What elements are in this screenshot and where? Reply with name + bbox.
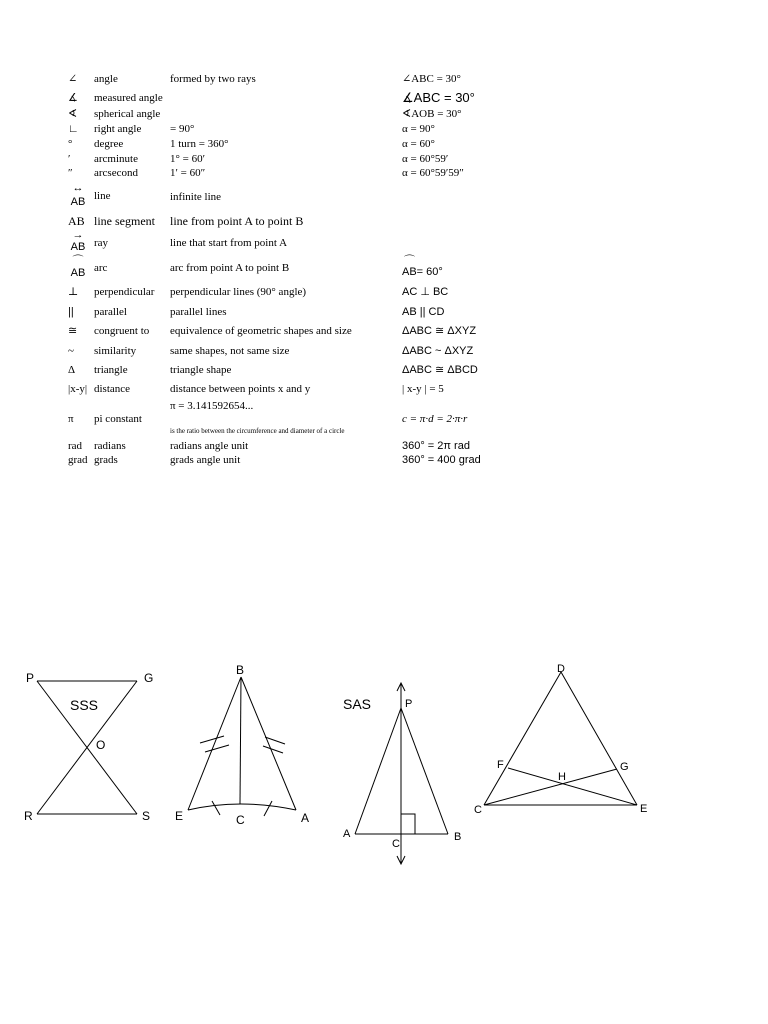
base-arc-eac [188, 804, 296, 810]
example-cell: α = 90° [402, 123, 435, 135]
name-cell: arcsecond [94, 167, 138, 179]
example-cell: ΔABC ≅ ΔXYZ [402, 325, 477, 337]
meaning-cell: perpendicular lines (90° angle) [170, 286, 307, 298]
symbol-cell: || [68, 306, 74, 318]
symbol-cell: AB [70, 267, 86, 279]
name-cell: grads [94, 454, 118, 466]
table-row [0, 183, 768, 211]
side-dc [484, 672, 561, 805]
table-row [0, 254, 768, 282]
name-cell: perpendicular [94, 286, 155, 298]
meaning-cell: 1° = 60′ [170, 153, 206, 165]
name-cell: spherical angle [94, 108, 161, 120]
example-cell: ∡ABC = 30° [402, 90, 475, 105]
point-label: O [96, 738, 106, 752]
name-cell: ray [94, 237, 109, 249]
side-ba [241, 677, 296, 810]
symbol-cell: ′ [68, 153, 71, 165]
symbol-cell: Δ [68, 364, 76, 376]
example-cell: ΔABC ≅ ΔBCD [402, 364, 478, 376]
point-label: D [557, 663, 565, 675]
double-arrow-icon: ↔ [72, 182, 84, 194]
side-pa [355, 708, 401, 834]
table-row [0, 305, 768, 319]
symbol-cell: AB [70, 241, 86, 253]
figure-title: SAS [343, 696, 372, 712]
name-cell: arcminute [94, 153, 138, 165]
meaning-cell: same shapes, not same size [170, 345, 290, 357]
table-row [0, 285, 768, 299]
arc-icon: ⌒ [404, 255, 415, 267]
meaning-cell: radians angle unit [170, 440, 249, 452]
pi-value: π = 3.141592654... [170, 400, 254, 412]
example-cell: AB= 60° [402, 266, 443, 278]
point-label: P [405, 698, 413, 710]
right-angle-mark [401, 814, 415, 834]
example-cell: c = π·d = 2·π·r [402, 413, 468, 425]
name-cell: congruent to [94, 325, 150, 337]
example-cell: ∢AOB = 30° [402, 108, 462, 120]
example-cell: 360° = 2π rad [402, 440, 470, 452]
name-cell: angle [94, 73, 118, 85]
name-cell: measured angle [94, 92, 163, 104]
tick-mark [212, 801, 220, 815]
point-label: E [640, 803, 648, 815]
symbol-cell: ∟ [68, 123, 79, 135]
name-cell: right angle [94, 123, 142, 135]
side-be [188, 677, 241, 810]
point-label: S [142, 809, 151, 823]
table-row [0, 363, 768, 377]
table-row [0, 399, 768, 437]
side-de [561, 672, 637, 805]
geometry-symbols-table [0, 0, 768, 480]
meaning-cell: line that start from point A [170, 237, 288, 249]
table-row [0, 122, 768, 136]
example-cell: | x-y | = 5 [402, 383, 444, 395]
example-cell: ΔABC ~ ΔXYZ [402, 345, 474, 357]
symbol-cell: grad [68, 454, 88, 466]
symbol-cell: ∢ [68, 108, 78, 120]
figure-title: SSS [70, 697, 99, 713]
tick-mark [263, 746, 283, 753]
table-row [0, 72, 768, 86]
right-arrow-icon: → [72, 229, 84, 241]
table-row [0, 107, 768, 121]
point-label: C [236, 813, 245, 827]
tick-mark [205, 745, 229, 752]
table-row [0, 166, 768, 180]
point-label: H [558, 771, 566, 783]
name-cell: radians [94, 440, 126, 452]
example-cell: α = 60°59′59″ [402, 167, 464, 179]
symbol-cell: ∠ [68, 73, 78, 85]
table-row [0, 382, 768, 396]
meaning-cell: distance between points x and y [170, 383, 311, 395]
example-cell: AB || CD [402, 306, 445, 318]
name-cell: similarity [94, 345, 137, 357]
point-label: R [24, 809, 33, 823]
meaning-cell: parallel lines [170, 306, 227, 318]
example-cell: ∠ABC = 30° [402, 73, 461, 85]
symbol-cell: ″ [68, 167, 73, 179]
symbol-cell: AB [70, 196, 86, 208]
name-cell: line segment [94, 214, 155, 228]
symbol-cell: ° [68, 138, 73, 150]
point-label: E [175, 809, 184, 823]
point-label: B [236, 663, 245, 677]
point-label: P [26, 671, 35, 685]
cevian-figure [484, 672, 637, 805]
name-cell: pi constant [94, 413, 142, 425]
example-cell: AC ⊥ BC [402, 286, 449, 298]
symbol-cell: π [68, 413, 74, 425]
meaning-cell: triangle shape [170, 364, 232, 376]
arc-icon: ⌒ [72, 255, 84, 267]
point-label: C [474, 804, 482, 816]
symbol-cell: ⊥ [68, 286, 79, 298]
point-label: G [144, 671, 154, 685]
symbol-cell: |x-y| [68, 383, 88, 395]
point-label: G [620, 761, 629, 773]
name-cell: arc [94, 262, 108, 274]
point-label: A [343, 828, 351, 840]
table-row [0, 344, 768, 358]
example-cell: 360° = 400 grad [402, 454, 481, 466]
table-row [0, 230, 768, 256]
point-label: C [392, 838, 400, 850]
point-label: F [497, 759, 504, 771]
meaning-cell: infinite line [170, 191, 222, 203]
name-cell: line [94, 190, 111, 202]
symbol-cell: ≅ [68, 325, 78, 337]
meaning-cell: grads angle unit [170, 454, 241, 466]
side-pb [401, 708, 448, 834]
name-cell: distance [94, 383, 131, 395]
name-cell: triangle [94, 364, 128, 376]
meaning-cell: 1′ = 60″ [170, 167, 206, 179]
point-label: B [454, 831, 462, 843]
table-row [0, 324, 768, 338]
symbol-cell: ~ [68, 345, 74, 357]
example-cell: α = 60°59′ [402, 153, 449, 165]
triangle-figures [0, 650, 768, 880]
pi-definition-note: is the ratio between the circumference and diameter of a circle [170, 427, 345, 435]
meaning-cell: 1 turn = 360° [170, 138, 229, 150]
median-bc [240, 677, 241, 804]
meaning-cell: arc from point A to point B [170, 262, 290, 274]
symbol-cell: rad [68, 440, 83, 452]
isosceles-figure [188, 677, 296, 816]
meaning-cell: equivalence of geometric shapes and size [170, 325, 352, 337]
meaning-cell: line from point A to point B [170, 214, 304, 228]
table-row [0, 214, 768, 228]
table-row [0, 453, 768, 467]
tick-mark [264, 801, 272, 816]
example-cell: α = 60° [402, 138, 435, 150]
symbol-cell: ∡ [68, 92, 78, 104]
table-row [0, 439, 768, 453]
meaning-cell: = 90° [170, 123, 195, 135]
table-row [0, 91, 768, 105]
segment-cg [484, 769, 617, 805]
name-cell: parallel [94, 306, 127, 318]
point-label: A [301, 811, 310, 825]
meaning-cell: formed by two rays [170, 73, 256, 85]
table-row [0, 152, 768, 166]
segment-fe [508, 768, 637, 805]
table-row [0, 137, 768, 151]
symbol-cell: AB [68, 214, 85, 228]
tick-mark [200, 736, 224, 743]
name-cell: degree [94, 138, 124, 150]
